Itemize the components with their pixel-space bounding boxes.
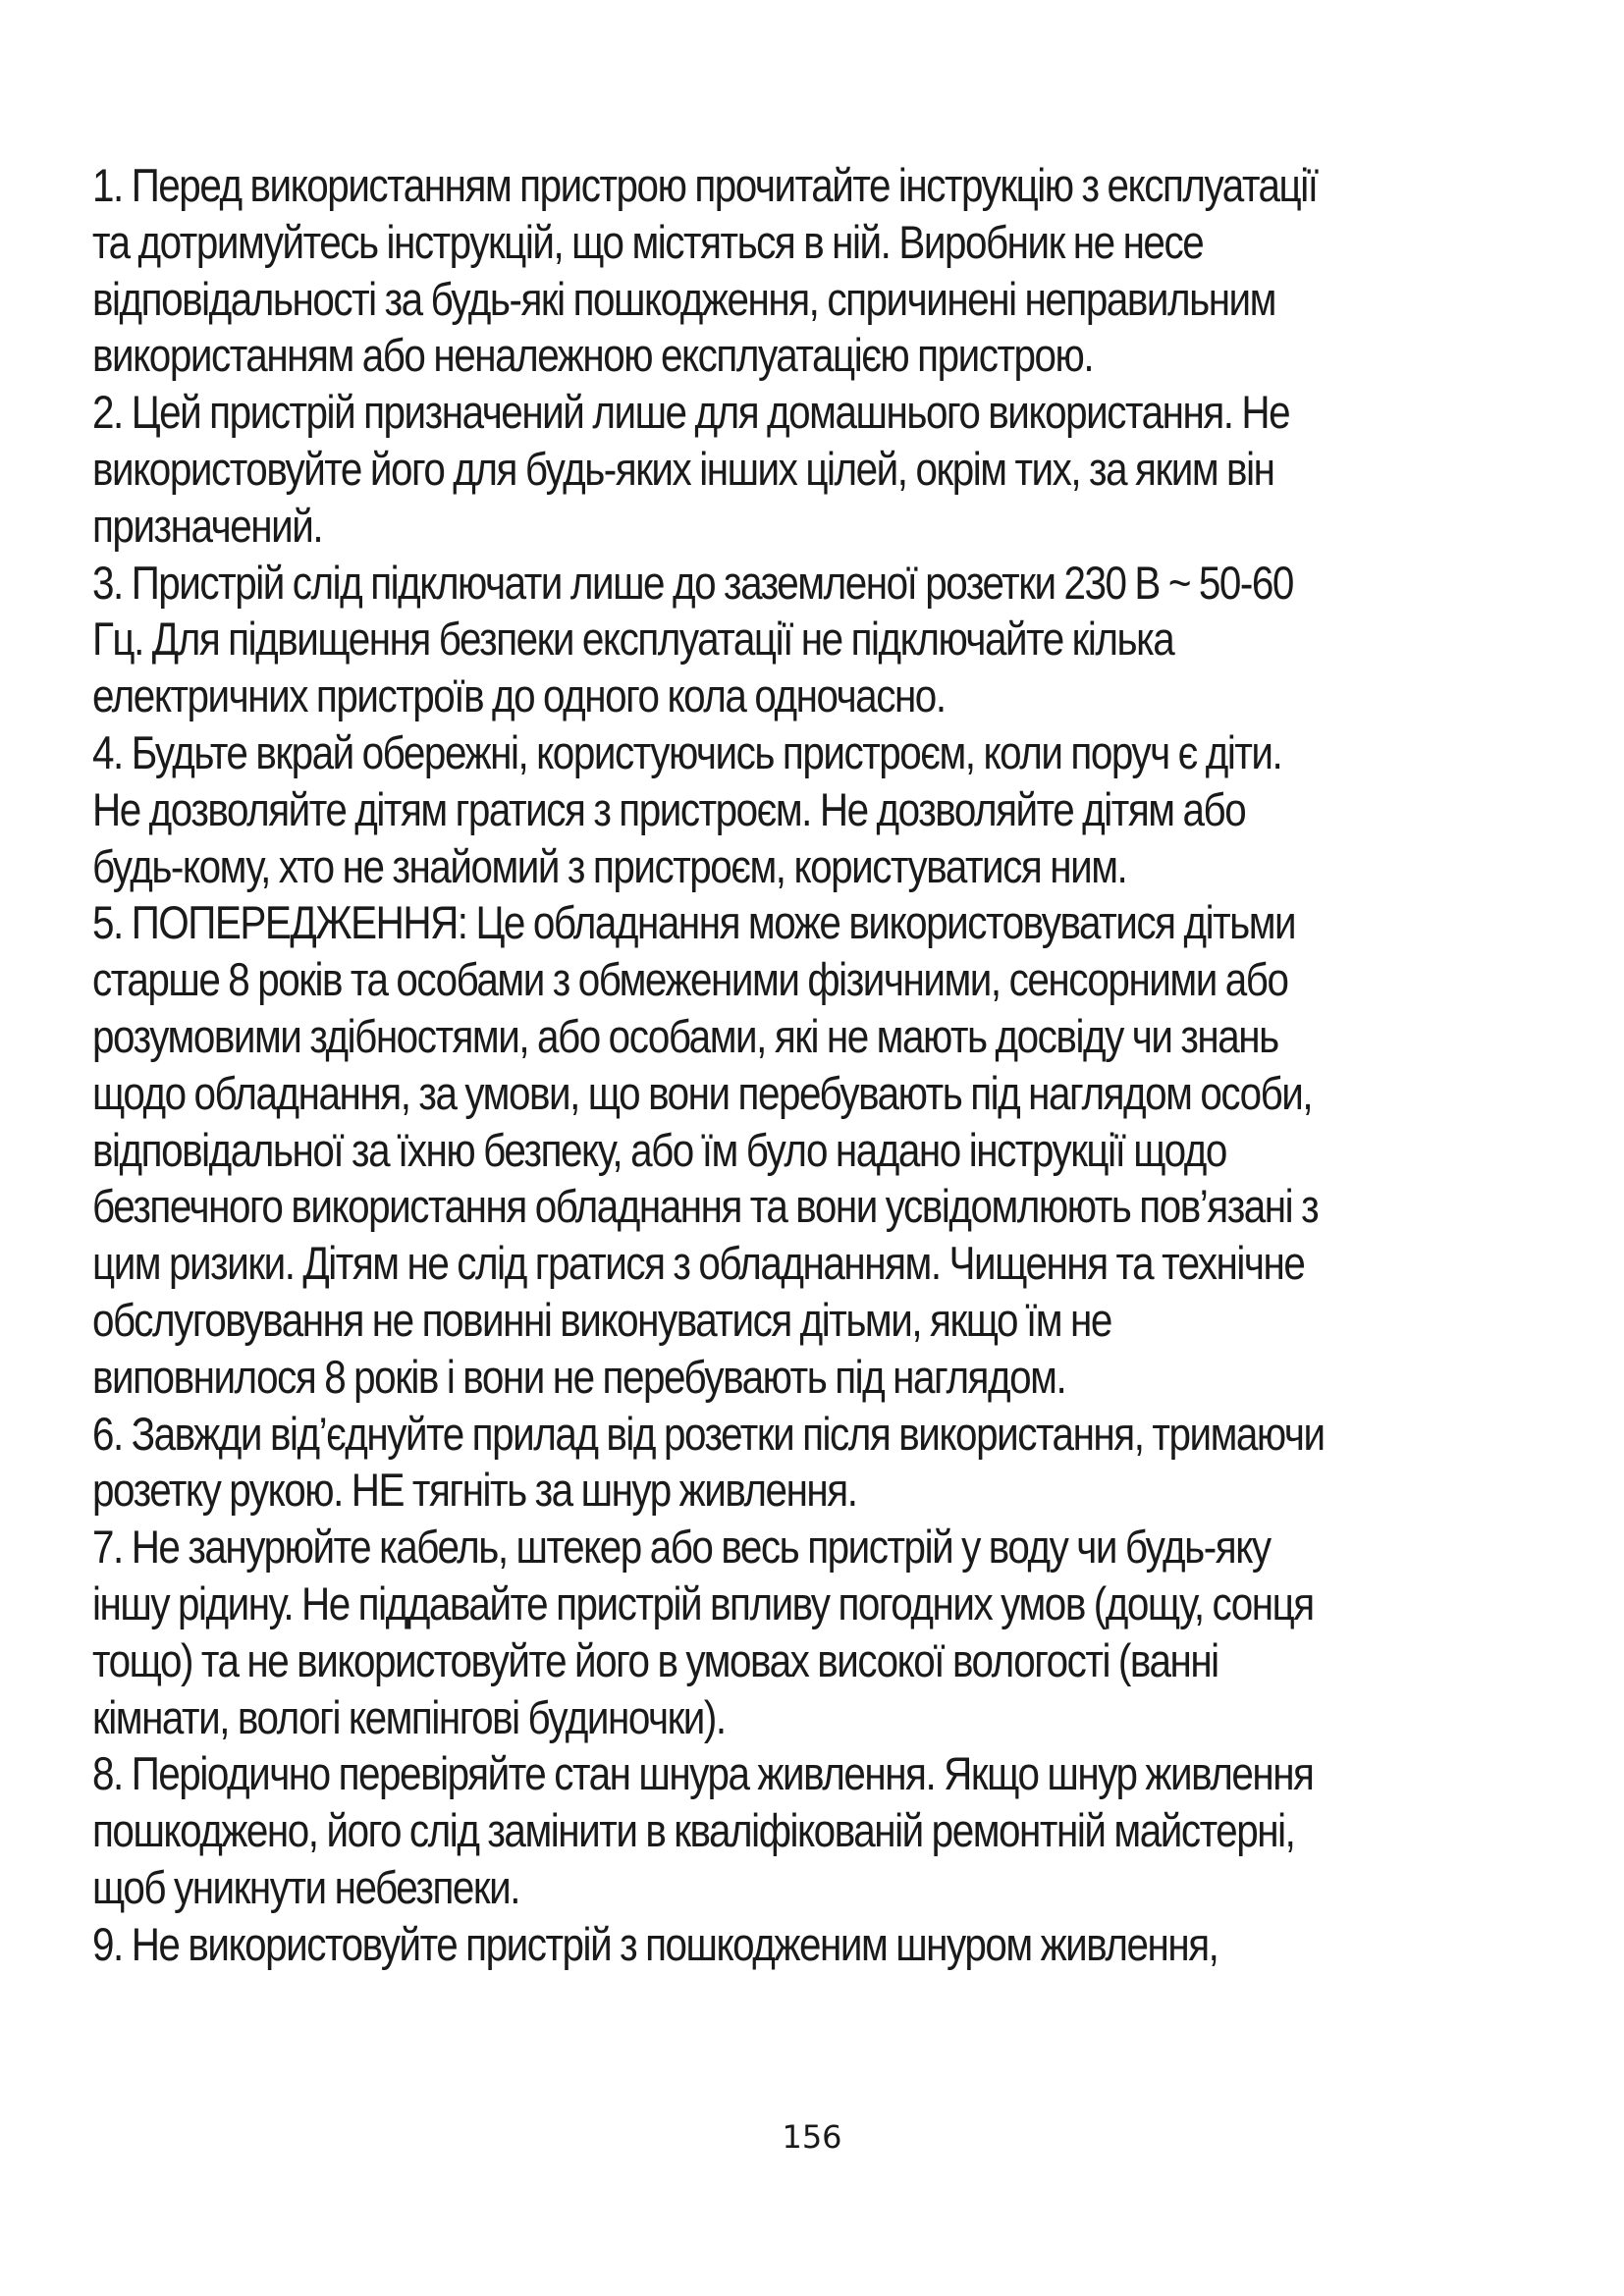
page-number: 156 bbox=[782, 2118, 842, 2156]
instruction-item-9: 9. Не використовуйте пристрій з пошкодженим шнуром живлення, bbox=[92, 1917, 1218, 1970]
instruction-item-7: 7. Не занурюйте кабель, штекер або весь пристрій у воду чи будь-яку іншу рідину. Не піддавайте пристрій впливу погодних умов (дощу, сонця тощо) та не використовуйте його в умовах високої вологості (ванні кімнати, вологі кемпінгові будиночки). bbox=[92, 1521, 1314, 1743]
instruction-item-5: 5. ПОПЕРЕДЖЕННЯ: Це обладнання може використовуватися дітьми старше 8 років та особами з обмеженими фізичними, сенсорними або розумовими здібностями, або особами, які не мають досвіду чи знань щодо обладнання, за умови, що вони перебувають під наглядом особи, відповідальної за їхню безпеку, або їм було надано інструкції щодо безпечного використання обладнання та вони усвідомлюють пов’язані з цим ризики. Дітям не слід гратися з обладнанням. Чищення та технічне обслуговування не повинні виконуватися дітьми, якщо їм не виповнилося 8 років і вони не перебувають під наглядом. bbox=[92, 896, 1319, 1403]
instruction-item-1: 1. Перед використанням пристрою прочитайте інструкцію з експлуатації та дотримуйтесь інструкцій, що містяться в ній. Виробник не несе відповідальності за будь-які пошкодження, спричинені неправильним використанням або неналежною експлуатацією пристрою. bbox=[92, 159, 1318, 382]
instruction-item-6: 6. Завжди від’єднуйте прилад від розетки після використання, тримаючи розетку рукою. НЕ тягніть за шнур живлення. bbox=[92, 1407, 1325, 1517]
instruction-item-3: 3. Пристрій слід підключати лише до заземленої розетки 230 В ~ 50-60 Гц. Для підвищення безпеки експлуатації не підключайте кілька електричних пристроїв до одного кола одночасно. bbox=[92, 556, 1293, 722]
instruction-item-2: 2. Цей пристрій призначений лише для домашнього використання. Не використовуйте його для будь-яких інших цілей, окрім тих, за яким він призначений. bbox=[92, 386, 1290, 552]
instruction-item-4: 4. Будьте вкрай обережні, користуючись пристроєм, коли поруч є діти. Не дозволяйте дітям гратися з пристроєм. Не дозволяйте дітям або будь-кому, хто не знайомий з пристроєм, користуватися ним. bbox=[92, 725, 1282, 892]
instruction-item-8: 8. Періодично перевіряйте стан шнура живлення. Якщо шнур живлення пошкоджено, його слід замінити в кваліфікованій ремонтній майстерні, щоб уникнути небезпеки. bbox=[92, 1747, 1314, 1913]
safety-instructions bbox=[92, 157, 1333, 1973]
